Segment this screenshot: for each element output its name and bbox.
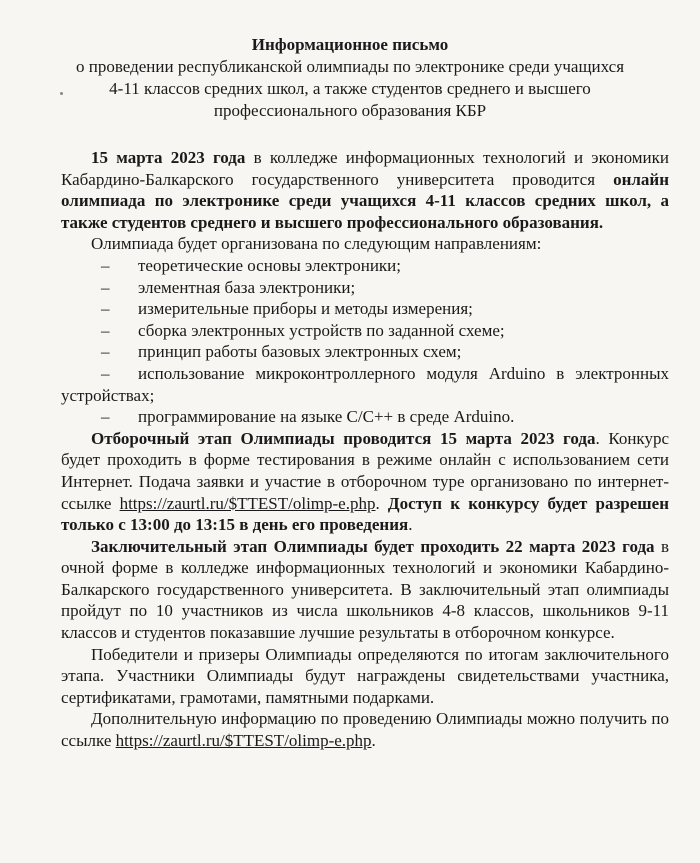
dash-bullet: – [101, 407, 110, 427]
letter-body [61, 147, 669, 752]
access-notice: Доступ к конкурсу будет разрешен только с 13:00 до 13:15 в день его проведения [61, 493, 669, 535]
list-item-text: сборка электронных устройств по заданной схеме; [138, 320, 505, 340]
list-item-text: элементная база электроники; [138, 277, 356, 297]
qualifying-heading: Отборочный этап Олимпиады проводится 15 марта 2023 года [91, 428, 596, 448]
header-line-1: о проведении республиканской олимпиады по электронике среди учащихся [75, 57, 625, 76]
list-item [61, 406, 669, 428]
qualifying-text: . Конкурс будет проходить в форме тестирования в режиме онлайн с использованием сети Интернет. Подача заявки и участие в отборочном туре организовано по интернет-ссылке [61, 428, 669, 513]
letter-header [0, 34, 700, 122]
list-item [61, 298, 669, 320]
more-info-link[interactable]: https://zaurtl.ru/$TTEST/olimp-e.php [115, 731, 372, 751]
list-item [61, 363, 669, 406]
intro-paragraph [61, 147, 669, 233]
final-text: в очной форме в колледже информационных технологий и экономики Кабардино-Балкарского государственного университета. В заключительный этап олимпиады пройдут по 10 участников из числа школьников 4-8 классов, школьников 9-11 классов и студентов показавшие лучшие результаты в отборочном конкурсе. [61, 536, 670, 643]
winners-paragraph: Победители и призеры Олимпиады определяются по итогам заключительного этапа. Участники Олимпиады будут награждены свидетельствами участника, сертификатами, грамотами, памятными подарками. [61, 644, 669, 707]
dash-bullet: – [101, 320, 110, 340]
list-item [61, 341, 669, 363]
more-info-paragraph [61, 708, 669, 751]
olympiad-link[interactable]: https://zaurtl.ru/$TTEST/olimp-e.php [119, 493, 376, 513]
header-line-3: профессионального образования КБР [213, 101, 487, 120]
list-item [61, 255, 669, 277]
intro-bold-text: онлайн олимпиада по электронике среди учащихся 4-11 классов средних школ, а также студентов среднего и высшего профессионального образования. [61, 169, 669, 232]
period: . [408, 515, 413, 535]
list-item-text: принцип работы базовых электронных схем; [138, 342, 462, 362]
period: . [375, 493, 380, 513]
more-info-text: Дополнительную информацию по проведению Олимпиады можно получить по ссылке [61, 709, 669, 751]
list-item [61, 320, 669, 342]
directions-list [61, 255, 669, 428]
final-heading: Заключительный этап Олимпиады будет проходить 22 марта 2023 года [91, 536, 655, 556]
list-item-text: теоретические основы электроники; [138, 255, 401, 275]
qualifying-paragraph [61, 428, 669, 536]
header-line-2: 4-11 классов средних школ, а также студентов среднего и высшего [109, 79, 591, 98]
final-paragraph [61, 536, 669, 644]
dash-bullet: – [101, 255, 110, 275]
list-item-text: использование микроконтроллерного модуля Arduino в электронных устройствах; [61, 363, 669, 405]
dash-bullet: – [101, 277, 110, 297]
intro-date: 15 марта 2023 года [91, 148, 246, 167]
dash-bullet: – [101, 342, 110, 362]
list-item-text: программирование на языке C/C++ в среде Arduino. [138, 407, 515, 427]
directions-lead: Олимпиада будет организована по следующим направлениям: [91, 234, 542, 254]
dash-bullet: – [101, 299, 110, 319]
letter-title: Информационное письмо [251, 35, 449, 54]
list-item-text: измерительные приборы и методы измерения; [138, 299, 473, 319]
period: . [371, 731, 376, 751]
list-item [61, 277, 669, 299]
dash-bullet: – [101, 363, 110, 383]
intro-text: в колледже информационных технологий и экономики Кабардино-Балкарского государственного университета проводится [61, 148, 669, 189]
